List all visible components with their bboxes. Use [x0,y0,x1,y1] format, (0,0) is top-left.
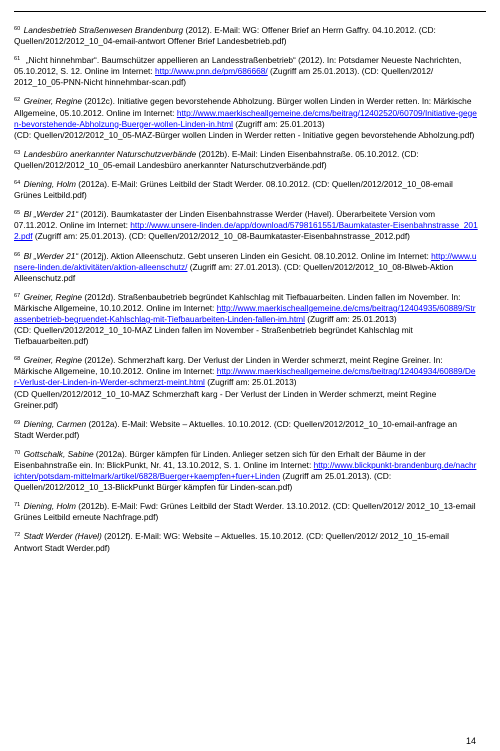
footnote-number: 71 [14,502,21,509]
footnote-text: (2012b). E-Mail: Linden Eisenbahnstraße. 05.10.2012. (CD: Quellen/2012/2012_10_05-email Landesbüro anerkannter Naturschutzverbände.pdf) [14,148,422,170]
footnote-text: (Zugriff am: 27.01.2013). (CD: Quellen/2012/2012_10_08-Blweb-Aktion Alleenschutz.pdf [14,261,455,283]
footnote-text: (2012f). E-Mail: WG: Website – Aktuelles. 15.10.2012. (CD: Quellen/2012/ 2012_10_15-email Antwort Stadt Werder.pdf) [14,531,451,553]
footnote-url-link[interactable]: http://www.pnn.de/pm/686668/ [155,66,268,77]
footnote-number: 67 [14,292,21,299]
footnote-text: (Zugriff am: 25.01.2013) (CD: Quellen/2012/2012_10_10-MAZ Linden fallen im November - Straßenbetrieb begründet Kahlschlag mit Tiefbauarbeiten.pdf) [14,313,413,347]
footnote-separator-rule [14,11,486,12]
footnote-number: 61 [14,56,21,63]
footnote-60 [14,25,478,47]
footnote-text: (Zugriff am 25.01.2013). (CD: Quellen/2012/2012_10_13-BlickPunkt Bürger kämpfen für Linden-scan.pdf) [14,471,394,493]
footnote-url-link[interactable]: http://www.maerkischeallgemeine.de/cms/beitrag/12402520/60709/Initiative-gegen-bevorstehende-Abholzung-Buerger-wollen-Linden-in.html [14,107,477,129]
footnote-author: Diening, Carmen [23,418,87,429]
footnote-64 [14,179,478,201]
footnote-text: (2012d). Straßenbaubetrieb begründet Kahlschlag mit Tiefbauarbeiten. Linden fallen im November. In: Märkische Allgemeine, 10.10.2012. Online im Internet: [14,291,463,313]
footnote-70 [14,449,478,493]
footnote-url-link[interactable]: http://www.unsere-linden.de/aktivitäten/aktion-alleenschutz/ [14,250,477,272]
footnote-66 [14,251,478,284]
footnote-author: Gottschalk, Sabine [23,448,94,459]
footnote-text: (2012a). Bürger kämpfen für Linden. Anlieger setzen sich für den Erhalt der Bäume in der Eisenbahnstraße ein. In: BlickPunkt, Nr. 41, 13.10.2012, S. 1. Online im Internet: [14,448,429,470]
footnote-number: 60 [14,26,21,32]
footnote-text: (2012). E-Mail: WG: Offener Brief an Herrn Gaffry. 04.10.2012. (CD: Quellen/2012/2012_10_04-email-antwort Offener Brief Landesbetrieb.pdf) [14,25,439,47]
footnote-text: (2012j). Aktion Alleenschutz. Gebt unseren Linden ein Gesicht. 08.10.2012. Online im Internet: [78,250,432,261]
footnote-text: (2012b). E-Mail: Fwd: Grünes Leitbild der Stadt Werder. 13.10.2012. (CD: Quellen/2012/ 2012_10_13-email Grünes Leitbild erneute Nachfrage.pdf) [14,501,478,523]
footnote-number: 72 [14,532,21,539]
footnote-text: (2012e). Schmerzhaft karg. Der Verlust der Linden in Werder schmerzt, meint Regine Greiner. In: Märkische Allgemeine, 10.10.2012. Online im Internet: [14,355,445,377]
footnote-author: Greiner, Regine [23,355,83,366]
footnote-text: „Nicht hinnehmbar“. Baumschützer appellieren an Landesstraßenbetrieb“ (2012). In: Potsdamer Neueste Nachrichten, 05.10.2012, S. 12. Online im Internet: [14,55,464,77]
footnote-author: Greiner, Regine [23,291,83,302]
footnote-63 [14,149,478,171]
footnote-text: (Zugriff am: 25.01.2013). (CD: Quellen/2012/2012_10_08-Baumkataster-Eisenbahnstrasse_2012.pdf) [32,231,410,242]
footnote-url-link[interactable]: http://www.blickpunkt-brandenburg.de/nachrichten/potsdam-mittelmark/artikel/6828/Buerger+kaempfen+fuer+Linden [14,460,477,482]
footnote-text: (2012c). Initiative gegen bevorstehende Abholzung. Bürger wollen Linden in Werder retten. In: Märkische Allgemeine, 05.10.2012. Online im Internet: [14,96,474,118]
footnote-71 [14,501,478,523]
footnote-text: (2012i). Baumkataster der Linden Eisenbahnstrasse Werder (Havel). Überarbeitete Version vom 07.11.2012. Online im Internet: [14,209,438,231]
footnote-number: 64 [14,180,21,187]
footnote-text: (Zugriff am 25.01.2013). (CD: Quellen/2012/ 2012_10_05-PNN-Nicht hinnehmbar-scan.pdf) [14,66,436,88]
footnote-url-link[interactable]: http://www.maerkischeallgemeine.de/cms/beitrag/12404935/60889/Strassenbetrieb-begruendet-Kahlschlag-mit-Tiefbauarbeiten-Linden-fallen-im.html [14,302,476,324]
footnote-text: (2012a). E-Mail: Website – Aktuelles. 10.10.2012. (CD: Quellen/2012/2012_10_10-email-anfrage an Stadt Werder.pdf) [14,418,460,440]
footnote-author: Diening, Holm [23,179,76,190]
footnote-text: (Zugriff am: 25.01.2013) (CD Quellen/2012/2012_10_10-MAZ Schmerzhaft karg - Der Verlust der Linden in Werder schmerzt, meint Regine Greiner.pdf) [14,377,437,410]
footnote-author: BI „Werder 21“ [23,209,79,220]
footnote-number: 65 [14,210,21,217]
footnote-61 [14,55,478,88]
footnote-67 [14,292,478,347]
footnote-number: 63 [14,149,21,156]
page-number: 14 [465,736,476,746]
footnote-62 [14,96,478,140]
footnote-url-link[interactable]: http://www.maerkischeallgemeine.de/cms/beitrag/12404934/60889/Der-Verlust-der-Linden-in-Werder-schmerzt-meint.html [14,366,476,388]
footnote-72 [14,531,478,553]
footnote-url-link[interactable]: http://www.unsere-linden.de/app/download/5798161551/Baumkataster-Eisenbahnstrasse_2012.pdf [14,220,478,242]
footnote-text: (2012a). E-Mail: Grünes Leitbild der Stadt Werder. 08.10.2012. (CD: Quellen/2012/2012_10_08-email Grünes Leitbild.pdf) [14,179,456,201]
footnote-68 [14,355,478,410]
footnote-number: 69 [14,419,21,426]
footnote-author: Landesbüro anerkannter Naturschutzverbände [23,148,197,159]
footnote-author: Landesbetrieb Straßenwesen Brandenburg [23,25,184,35]
footnote-author: BI „Werder 21“ [23,250,79,261]
footnotes-list [14,25,478,562]
footnote-number: 68 [14,356,21,363]
footnote-65 [14,209,478,242]
footnote-author: Greiner, Regine [23,96,83,107]
footnote-69 [14,419,478,441]
footnote-number: 62 [14,97,21,104]
footnote-author: Diening, Holm [23,501,76,512]
footnote-number: 70 [14,449,21,456]
footnote-text: (Zugriff am: 25.01.2013) (CD: Quellen/2012/2012_10_05-MAZ-Bürger wollen Linden in Werder retten - Initiative gegen bevorstehende Abholzung.pdf) [14,118,475,140]
footnote-number: 66 [14,251,21,258]
footnote-author: Stadt Werder (Havel) [23,531,102,542]
